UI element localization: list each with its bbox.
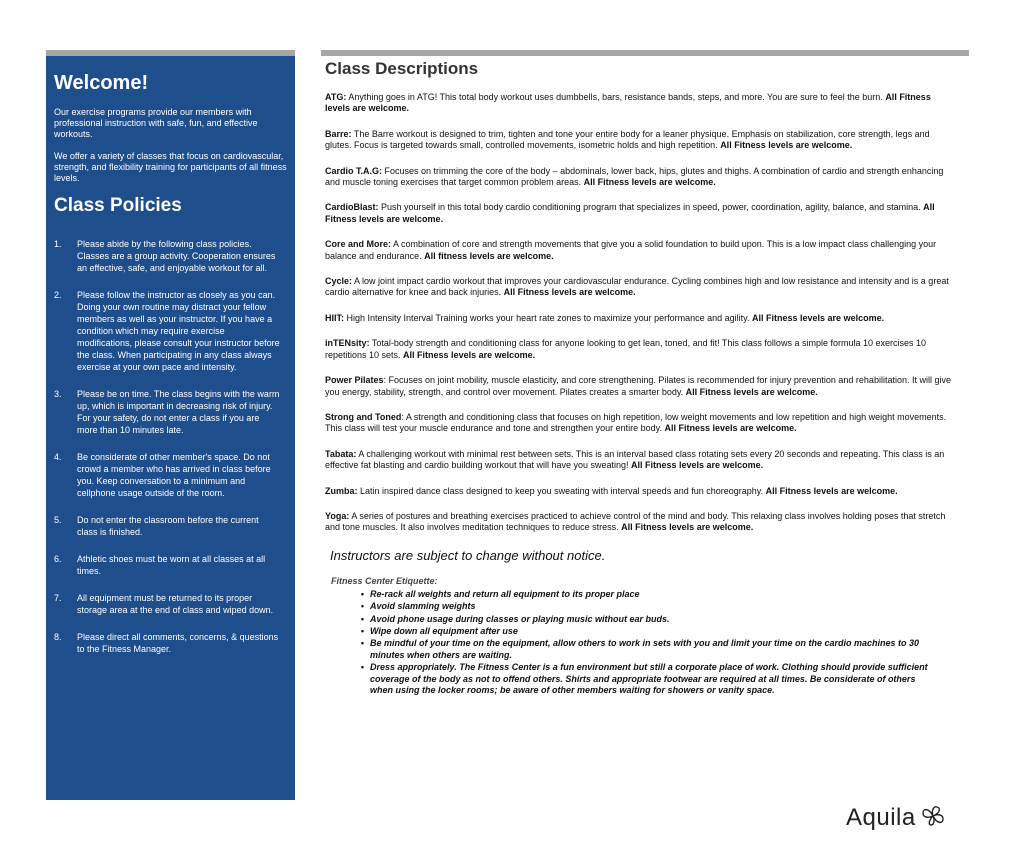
- bullet-icon: •: [360, 613, 364, 624]
- policy-item: [54, 592, 287, 616]
- policy-text: Please be on time. The class begins with the warm up, which is important in decreasing risk of injury. For your safety, do not enter a class if you are more than 10 minutes late.: [77, 389, 280, 435]
- class-description: Total-body strength and conditioning class for anyone looking to get lean, toned, and fit! This class follows a simple formula 10 exercises 10 repetitions 10 sets.: [325, 338, 926, 360]
- class-name: ATG:: [325, 92, 347, 102]
- etiquette-text: Avoid slamming weights: [370, 601, 476, 612]
- class-name: Zumba:: [325, 485, 358, 496]
- policy-number: 6.: [54, 554, 62, 564]
- class-description: Focuses on trimming the core of the body – abdominals, lower back, hips, glutes and thighs. A combination of cardio and strength enhancing and muscle toning exercises that target common problem areas.: [325, 165, 944, 188]
- class-name: Power Pilates: [325, 375, 384, 386]
- class-welcome-note: All Fitness levels are welcome.: [621, 522, 754, 533]
- class-entry: [325, 202, 957, 225]
- class-name: Tabata:: [325, 448, 357, 459]
- class-welcome-note: All Fitness levels are welcome.: [631, 460, 764, 471]
- policy-text: Athletic shoes must be worn at all classes at all times.: [77, 554, 266, 576]
- class-description: A challenging workout with minimal rest between sets. This is an interval based class rotating sets every 20 seconds and repeating. This class is an effective fat blasting and cardio building workout that will have you sweating!: [325, 448, 945, 471]
- class-entry: [325, 276, 957, 299]
- class-welcome-note: All Fitness levels are welcome.: [685, 386, 818, 397]
- class-welcome-note: All Fitness levels are welcome.: [403, 349, 536, 360]
- policy-number: 7.: [54, 593, 62, 603]
- class-description: A combination of core and strength movements that give you a solid foundation to build upon. This is a low impact class challenging your balance and endurance.: [325, 239, 937, 261]
- class-entry: [325, 412, 957, 435]
- sidebar-panel: [46, 56, 295, 800]
- welcome-heading: Welcome!: [54, 72, 149, 94]
- class-entry: [325, 313, 957, 324]
- policy-number: 1.: [54, 239, 62, 249]
- page-title: Class Descriptions: [325, 59, 479, 78]
- etiquette-text: Avoid phone usage during classes or playing music without ear buds.: [370, 613, 670, 624]
- etiquette-text: Dress appropriately. The Fitness Center is a fun environment but still a corporate place of work. Clothing should provide sufficient coverage of the body as not to offend others. Shirts and appropriate footwear are required at all times. Be considerate of others when using the locker rooms; be aware of other members waiting for showers or vanity space.: [370, 662, 928, 695]
- policy-number: 4.: [54, 452, 62, 462]
- class-welcome-note: All Fitness levels are welcome.: [325, 92, 931, 114]
- class-name: HIIT:: [325, 312, 344, 323]
- etiquette-item: [325, 589, 957, 600]
- class-name: Cardio T.A.G:: [325, 165, 383, 176]
- bullet-icon: •: [360, 625, 364, 636]
- class-name: Yoga:: [325, 510, 350, 521]
- etiquette-item: [325, 614, 957, 625]
- class-name: Cycle:: [325, 276, 353, 287]
- class-description: : Focuses on joint mobility, muscle elasticity, and core strengthening. Pilates is recommended for injury prevention and rehabilitation. It will give you energy, stability, strength, and control over movement. Pilates creates a smarter body.: [325, 375, 951, 397]
- etiquette-text: Re-rack all weights and return all equipment to its proper place: [370, 588, 640, 599]
- policy-item: [54, 514, 287, 538]
- etiquette-item: [325, 662, 957, 696]
- aquila-knot-icon: [920, 804, 946, 833]
- etiquette-text: Be mindful of your time on the equipment, allow others to work in sets with you and limit your time on the cardio machines to 30 minutes when others are waiting.: [370, 638, 920, 660]
- class-description: The Barre workout is designed to trim, tighten and tone your entire body for a leaner physique. Emphasis on stabilization, core strength, legs and glutes. Focus is targeted towards small, controlled movements, isometric holds and high repetition.: [325, 128, 930, 151]
- class-description: Latin inspired dance class designed to keep you sweating with interval speeds and fun choreography.: [357, 485, 766, 496]
- class-welcome-note: All Fitness levels are welcome.: [503, 287, 636, 298]
- class-welcome-note: All Fitness levels are welcome.: [325, 202, 935, 224]
- class-welcome-note: All Fitness levels are welcome.: [765, 485, 898, 496]
- policy-text: All equipment must be returned to its proper storage area at the end of class and wiped down.: [77, 593, 274, 615]
- class-welcome-note: All Fitness levels are welcome.: [664, 423, 797, 434]
- class-welcome-note: All fitness levels are welcome.: [424, 250, 554, 261]
- class-name: CardioBlast:: [325, 202, 379, 213]
- policy-item: [54, 388, 287, 436]
- class-entry: [325, 511, 957, 534]
- aquila-logo: [846, 802, 946, 833]
- main-top-rule: [321, 50, 969, 56]
- policy-list: [54, 238, 287, 655]
- class-entry: [325, 486, 957, 497]
- policies-heading: Class Policies: [54, 195, 182, 216]
- class-welcome-note: All Fitness levels are welcome.: [720, 140, 853, 151]
- class-description: Anything goes in ATG! This total body workout uses dumbbells, bars, resistance bands, steps, and more. You are sure to feel the burn.: [346, 92, 886, 102]
- policy-number: 8.: [54, 632, 62, 642]
- class-descriptions-section: [325, 58, 957, 697]
- policy-text: Please abide by the following class policies. Classes are a group activity. Cooperation ensures an effective, safe, and enjoyable workout for all.: [77, 239, 276, 273]
- class-entry: [325, 92, 957, 115]
- policy-item: [54, 289, 287, 373]
- logo-wordmark: Aquila: [846, 803, 916, 831]
- policy-item: [54, 451, 287, 499]
- policy-number: 5.: [54, 515, 62, 525]
- class-entry: [325, 449, 957, 472]
- policy-text: Please follow the instructor as closely as you can. Doing your own routine may distract your fellow members as well as your instructor. If you have a condition which may require exercise modifications, please consult your instructor before the class. When participating in any class always exercise at your own pace and intensity.: [77, 290, 280, 372]
- class-entry: [325, 239, 957, 262]
- class-welcome-note: All Fitness levels are welcome.: [752, 312, 885, 323]
- class-entry: [325, 166, 957, 189]
- class-description: Push yourself in this total body cardio conditioning program that specializes in speed, power, coordination, agility, balance, and stamina.: [378, 202, 924, 213]
- bullet-icon: •: [360, 601, 364, 612]
- intro-paragraph-2: We offer a variety of classes that focus on cardiovascular, strength, and flexibility training for participants of all fitness levels.: [54, 151, 287, 183]
- class-name: inTENsity:: [325, 338, 370, 349]
- class-entry: [325, 129, 957, 152]
- class-welcome-note: All Fitness levels are welcome.: [583, 177, 716, 188]
- bullet-icon: •: [360, 662, 364, 673]
- intro-paragraph-1: Our exercise programs provide our members with professional instruction with safe, fun, and effective workouts.: [54, 107, 258, 139]
- etiquette-text: Wipe down all equipment after use: [370, 625, 518, 636]
- policy-text: Please direct all comments, concerns, & questions to the Fitness Manager.: [77, 632, 279, 654]
- class-name: Strong and Toned: [325, 411, 402, 422]
- etiquette-item: [325, 626, 957, 637]
- etiquette-item: [325, 601, 957, 612]
- policy-item: [54, 238, 287, 274]
- policy-item: [54, 553, 287, 577]
- class-description: A low joint impact cardio workout that improves your cardiovascular endurance. Cycling combines high and low resistance and intensity and is a great cardio alternative for knee and back injuries.: [325, 276, 949, 298]
- class-entry: [325, 375, 957, 398]
- policy-text: Be considerate of other member's space. Do not crowd a member who has arrived in class before you. Keep conversation to a minimum and cellphone usage outside of the room.: [77, 452, 271, 498]
- etiquette-heading: Fitness Center Etiquette:: [331, 575, 438, 586]
- bullet-icon: •: [360, 588, 364, 599]
- class-entry: [325, 338, 957, 361]
- policy-number: 3.: [54, 389, 62, 399]
- etiquette-item: [325, 638, 957, 661]
- policy-item: [54, 631, 287, 655]
- etiquette-list: [325, 589, 957, 697]
- class-description: A series of postures and breathing exercises practiced to achieve control of the mind and body. This relaxing class involves holding poses that stretch and tone muscles. It also involves meditation techniques to reduce stress.: [325, 510, 946, 533]
- policy-text: Do not enter the classroom before the current class is finished.: [77, 515, 259, 537]
- class-name: Core and More:: [325, 239, 392, 250]
- class-name: Barre:: [325, 128, 352, 139]
- bullet-icon: •: [360, 638, 364, 649]
- class-description: High Intensity Interval Training works your heart rate zones to maximize your performance and agility.: [344, 312, 753, 323]
- class-description: : A strength and conditioning class that focuses on high repetition, low weight movements and low repetition and high weight movements. This class will test your muscle endurance and tone and strengthen your entire body.: [325, 411, 947, 434]
- policy-number: 2.: [54, 290, 62, 300]
- instructor-notice: Instructors are subject to change without notice.: [330, 547, 606, 563]
